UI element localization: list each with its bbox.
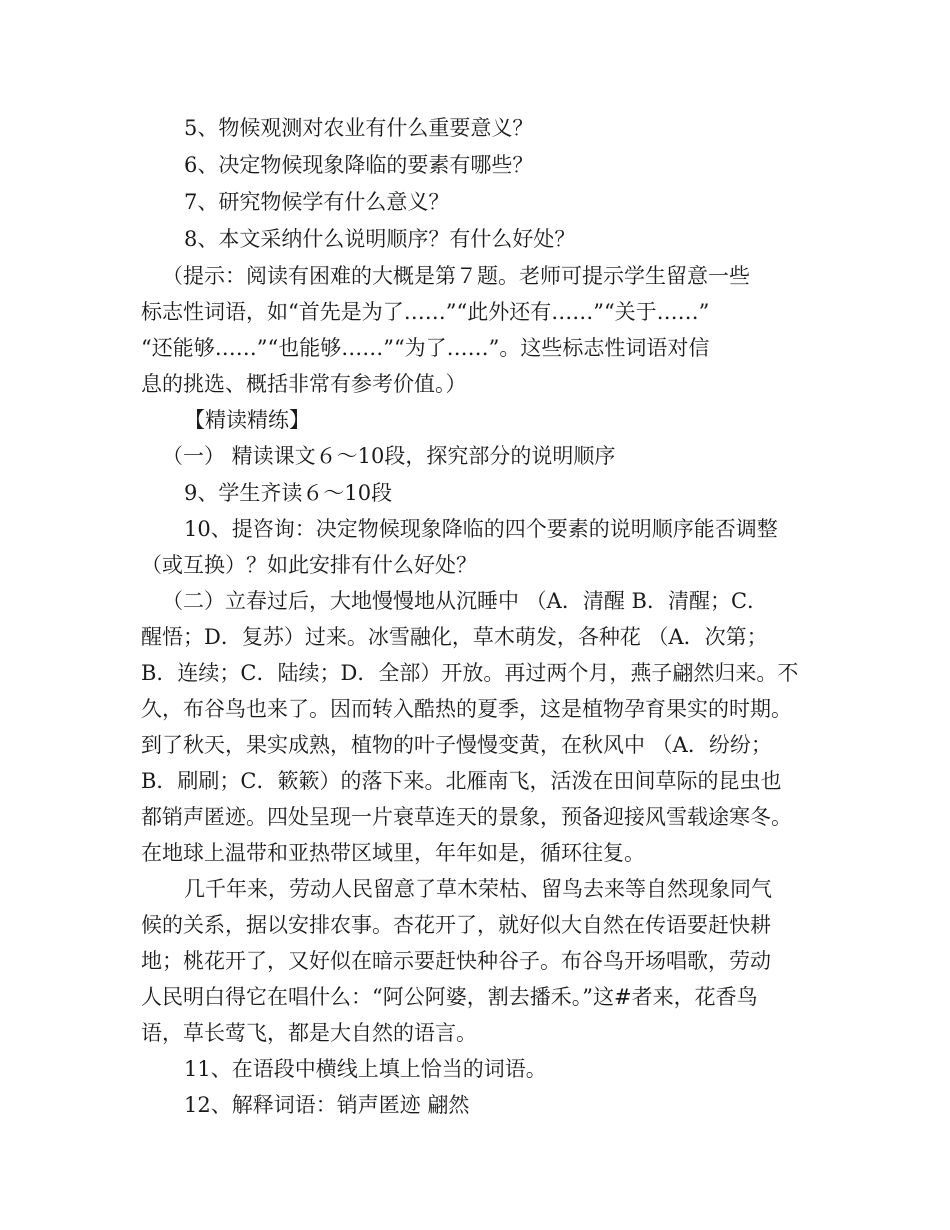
hint-line-3: “还能够……”“也能够……”“为了……”。这些标志性词语对信 [141,336,710,360]
question-5: 5、物候观测对农业有什么重要意义？ [184,116,534,140]
subsection-1: （一） 精读课文６～10段，探究部分的说明顺序 [162,444,616,468]
question-9: 9、学生齐读６～10段 [184,481,393,505]
passage-line-5: 到了秋天，果实成熟，植物的叶子慢慢变黄，在秋风中 （A．纷纷； [141,733,772,757]
hint-line-2: 标志性词语，如“首先是为了……”“此外还有……”“关于……” [141,300,710,324]
section-heading: 【精读精练】 [184,408,310,432]
question-8: 8、本文采纳什么说明顺序？有什么好处？ [184,227,576,251]
passage-2-line-5: 语，草长莺飞，都是大自然的语言。 [141,1021,477,1045]
passage-line-6: B．刷刷；C．簌簌）的落下来。北雁南飞，活泼在田间草际的昆虫也 [141,769,782,793]
passage-2-line-4: 人民明白得它在唱什么：“阿公阿婆，割去播禾。”这#者来，花香鸟 [141,985,758,1009]
question-7: 7、研究物候学有什么意义？ [184,190,450,214]
passage-line-2: 醒悟；D．复苏）过来。冰雪融化，草木萌发，各种花 （A．次第； [141,625,768,649]
passage-line-8: 在地球上温带和亚热带区域里，年年如是，循环往复。 [141,841,645,865]
question-6: 6、决定物候现象降临的要素有哪些？ [184,153,534,177]
question-10-line-2: （或互换）？如此安排有什么好处？ [141,553,477,577]
hint-line-1: （提示：阅读有困难的大概是第７题。老师可提示学生留意一些 [162,264,750,288]
hint-line-4: 息的挑选、概括非常有参考价值。） [141,372,467,396]
passage-2-line-2: 候的关系，据以安排农事。杏花开了，就好似大自然在传语要赶快耕 [141,913,771,937]
question-11: 11、在语段中横线上填上恰当的词语。 [184,1057,547,1081]
passage-2-line-3: 地；桃花开了，又好似在暗示要赶快种谷子。布谷鸟开场唱歌，劳动 [141,949,771,973]
passage-2-line-1: 几千年来，劳动人民留意了草木荣枯、留鸟去来等自然现象同气 [184,877,772,901]
passage-line-7: 都销声匿迹。四处呈现一片衰草连天的景象，预备迎接风雪载途寒冬。 [141,805,792,829]
question-12: 12、解释词语：销声匿迹 翩然 [184,1093,470,1117]
passage-line-1: （二）立春过后，大地慢慢地从沉睡中 （A．清醒 B．清醒；C． [162,589,769,613]
passage-line-3: B．连续；C．陆续；D．全部）开放。再过两个月，燕子翩然归来。不 [141,661,799,685]
passage-line-4: 久，布谷鸟也来了。因而转入酷热的夏季，这是植物孕育果实的时期。 [141,697,792,721]
question-10-line-1: 10、提咨询：决定物候现象降临的四个要素的说明顺序能否调整 [184,517,778,541]
